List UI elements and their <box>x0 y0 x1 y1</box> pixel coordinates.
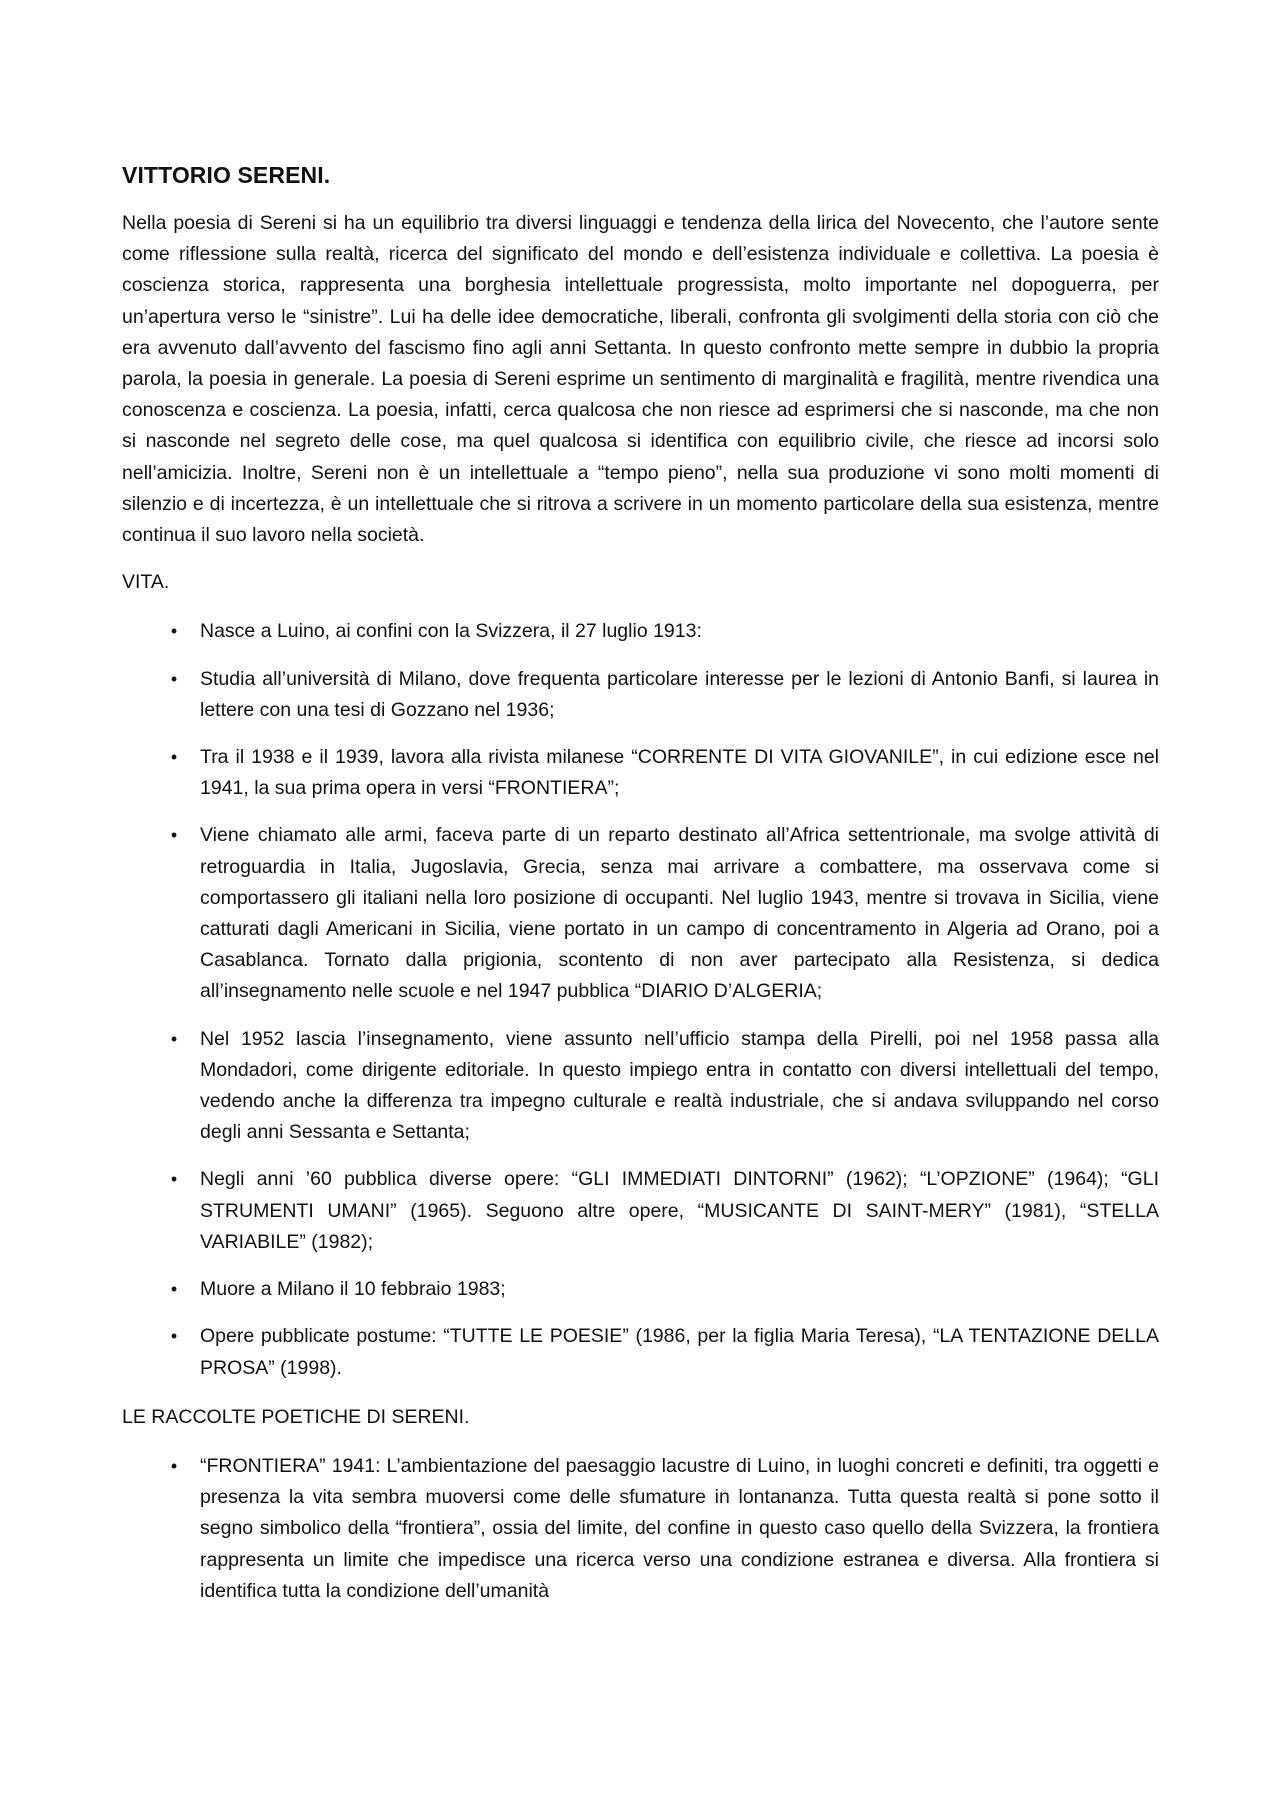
bullet-icon: • <box>170 668 178 689</box>
raccolte-list <box>122 1451 1159 1607</box>
list-item-text: Muore a Milano il 10 febbraio 1983; <box>200 1278 506 1301</box>
list-item-text: Studia all’università di Milano, dove frequenta particolare interesse per le lezioni di Antonio Banfi, si laurea in lettere con una tesi di Gozzano nel 1936; <box>200 667 1159 721</box>
bullet-icon: • <box>170 1455 178 1476</box>
list-item <box>122 616 1159 647</box>
list-item <box>122 1164 1159 1258</box>
section-heading-vita: VITA. <box>122 571 170 594</box>
bullet-icon: • <box>170 621 178 642</box>
bullet-icon: • <box>170 1028 178 1049</box>
list-item-text: Nel 1952 lascia l’insegnamento, viene assunto nell’ufficio stampa della Pirelli, poi nel 1958 passa alla Mondadori, come dirigente editoriale. In questo impiego entra in contatto con diversi intellettuali del tempo, vedendo anche la differenza tra impegno culturale e realtà industriale, che si andava sviluppando nel corso degli anni Sessanta e Settanta; <box>200 1027 1159 1144</box>
bullet-icon: • <box>170 747 178 768</box>
list-item <box>122 664 1159 726</box>
bullet-icon: • <box>170 1279 178 1300</box>
vita-list <box>122 616 1159 1383</box>
list-item-text: Tra il 1938 e il 1939, lavora alla rivista milanese “CORRENTE DI VITA GIOVANILE”, in cui edizione esce nel 1941, la sua prima opera in versi “FRONTIERA”; <box>200 746 1159 800</box>
list-item-text: Opere pubblicate postume: “TUTTE LE POESIE” (1986, per la figlia Maria Teresa), “LA TENTAZIONE DELLA PROSA” (1998). <box>200 1325 1159 1379</box>
list-item <box>122 1321 1159 1383</box>
list-item-text: Viene chiamato alle armi, faceva parte di un reparto destinato all’Africa settentrionale, ma svolge attività di retroguardia in Italia, Jugoslavia, Grecia, senza mai arrivare a combattere, ma osservava come si comportassero gli italiani nella loro posizione di occupanti. Nel luglio 1943, mentre si trovava in Sicilia, viene catturati dagli Americani in Sicilia, viene portato in un campo di concentramento in Algeria ad Orano, poi a Casablanca. Tornato dalla prigionia, scontento di non aver partecipato alla Resistenza, si dedica all’insegnamento nelle scuole e nel 1947 pubblica “DIARIO D’ALGERIA; <box>200 824 1159 1003</box>
list-item <box>122 820 1159 1007</box>
list-item-text: Nasce a Luino, ai confini con la Svizzera, il 27 luglio 1913: <box>200 620 702 643</box>
section-heading-raccolte: LE RACCOLTE POETICHE DI SERENI. <box>122 1405 470 1428</box>
list-item-text: “FRONTIERA” 1941: L’ambientazione del paesaggio lacustre di Luino, in luoghi concreti e definiti, tra oggetti e presenza la vita sembra muoversi come delle sfumature in lontananza. Tutta questa realtà si pone sotto il segno simbolico della “frontiera”, ossia del limite, del confine in questo caso quello della Svizzera, la frontiera rappresenta un limite che impedisce una ricerca verso una condizione estranea e diversa. Alla frontiera si identifica tutta la condizione dell’umanità <box>200 1454 1159 1602</box>
bullet-icon: • <box>170 1169 178 1190</box>
list-item <box>122 742 1159 804</box>
list-item <box>122 1451 1159 1607</box>
document-title: VITTORIO SERENI. <box>122 162 331 188</box>
list-item <box>122 1024 1159 1149</box>
bullet-icon: • <box>170 825 178 846</box>
list-item <box>122 1274 1159 1305</box>
list-item-text: Negli anni ’60 pubblica diverse opere: “GLI IMMEDIATI DINTORNI” (1962); “L’OPZIONE” (1964); “GLI STRUMENTI UMANI” (1965). Seguono altre opere, “MUSICANTE DI SAINT-MERY” (1981), “STELLA VARIABILE” (1982); <box>200 1168 1159 1253</box>
bullet-icon: • <box>170 1326 178 1347</box>
intro-paragraph: Nella poesia di Sereni si ha un equilibrio tra diversi linguaggi e tendenza della lirica del Novecento, che l’autore sente come riflessione sulla realtà, ricerca del significato del mondo e dell’esistenza individuale e collettiva. La poesia è coscienza storica, rappresenta una borghesia intellettuale progressista, molto importante nel dopoguerra, per un’apertura verso le “sinistre”. Lui ha delle idee democratiche, liberali, confronta gli svolgimenti della storia con ciò che era avvenuto dall’avvento del fascismo fino agli anni Settanta. In questo confronto mette sempre in dubbio la propria parola, la poesia in generale. La poesia di Sereni esprime un sentimento di marginalità e fragilità, mentre rivendica una conoscenza e coscienza. La poesia, infatti, cerca qualcosa che non riesce ad esprimersi che si nasconde, ma che non si nasconde nel segreto delle cose, ma quel qualcosa si identifica con equilibrio civile, che riesce ad incorsi solo nell’amicizia. Inoltre, Sereni non è un intellettuale a “tempo pieno”, nella sua produzione vi sono molti momenti di silenzio e di incertezza, è un intellettuale che si ritrova a scrivere in un momento particolare della sua esistenza, mentre continua il suo lavoro nella società. <box>122 212 1159 547</box>
